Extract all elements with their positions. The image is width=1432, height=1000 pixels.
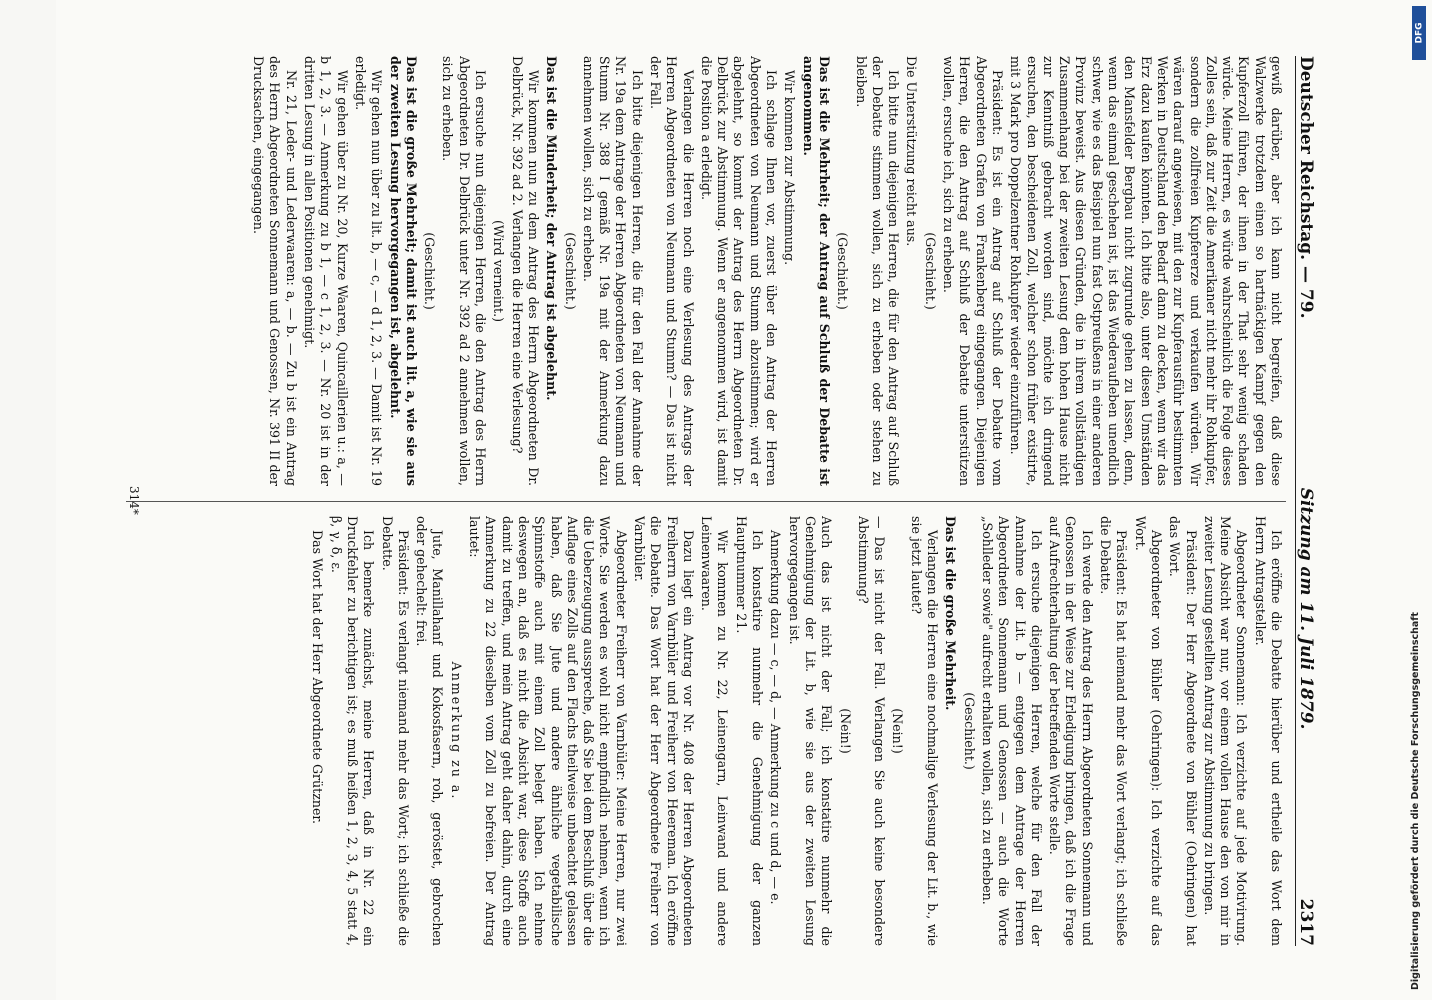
paragraph: Wir kommen zu Nr. 22, Leinengarn, Leinwand und andere Leinenwaaren.: [699, 516, 731, 946]
paragraph: Ich werde den Antrag des Herrn Abgeordneten Sonnemann und Genossen in der Weise zur Erledigung bringen, daß ich die Frage auf Aufrechterhaltung der betreffenden Worte stelle.: [1047, 516, 1095, 946]
paragraph: Das ist die Minderheit; der Antrag ist abgelehnt.: [544, 56, 560, 401]
page-number: 2317: [1296, 898, 1316, 946]
header-center: Sitzung am 11. Juli 1879.: [1296, 487, 1316, 730]
paragraph: Abgeordneter von Bühler (Oehringen): Ich verzichte auf das Wort.: [1132, 516, 1164, 946]
paragraph: Ich bemerke zunächst, meine Herren, daß in Nr. 22 ein Druckfehler zu berichtigen ist; es muß heißen 1, 2, 3, 4, 5 statt 4, β, γ, δ, ε.: [328, 516, 377, 946]
paragraph: Ich ersuche nun diejenigen Herren, die den Antrag des Herrn Abgeordneten Dr. Delbrück unter Nr. 392 ad 2 annehmen wollen, sich zu erheben.: [440, 56, 489, 486]
paragraph: Wir gehen nun über zu lit. b, — c, — d 1, 2, 3. — Damit ist Nr. 19 erledigt.: [352, 56, 385, 486]
paragraph: Wir kommen zur Abstimmung.: [782, 70, 798, 266]
paragraph: Präsident: Es hat niemand mehr das Wort verlangt; ich schließe die Debatte.: [1098, 516, 1130, 946]
paragraph: Präsident: Es verlangt niemand mehr das Wort; ich schließe die Debatte.: [379, 516, 411, 946]
paragraph: Nr. 21, Leder- und Lederwaaren: a, — b. — Zu b ist ein Antrag des Herrn Abgeordneten Sonnemann und Genossen, Nr. 391 II der Drucksachen, eingegangen.: [251, 56, 299, 486]
left-column: [119, 56, 1284, 486]
funding-credit: Digitalisierung gefördert durch die Deutsche Forschungsgemeinschaft: [1410, 612, 1421, 990]
paragraph: — Das ist nicht der Fall. Verlangen Sie auch keine besondere Abstimmung?: [855, 516, 888, 946]
page-header: [1295, 56, 1326, 946]
paragraph: Das Wort hat der Herr Abgeordnete Grützner.: [310, 530, 326, 825]
paragraph: Verlangen die Herren noch eine Verlesung des Antrags der Herren Abgeordneten von Neumann und Stumm? — Das ist nicht der Fall.: [648, 56, 696, 486]
paragraph: (Geschieht.): [961, 692, 977, 770]
paragraph: (Nein!): [837, 708, 853, 754]
paragraph: Ich bitte nun diejenigen Herren, die für den Antrag auf Schluß der Debatte stimmen wollen, sich zu erheben oder stehen zu bleiben.: [853, 56, 902, 486]
paragraph: Abgeordneter Sonnemann: Ich verzichte auf jede Motivirung. Meine Absicht war nur, vor einem vollen Hause den von mir in zweiter Lesung gestellten Antrag zur Abstimmung zu bringen.: [1201, 516, 1250, 946]
paragraph: (Nein!): [890, 708, 906, 754]
paragraph: Ich ersuche diejenigen Herren, welche für den Fall der Annahme der Lit. b — entgegen dem Antrage der Herren Abgeordneten Sonnemann und Genossen — auch die Worte „Sohlleder sowie" aufrecht erhalten wollen, sich zu erheben.: [979, 516, 1044, 946]
paragraph: Abgeordneter Freiherr von Varnbüler: Meine Herren, nur zwei Worte. Sie werden es wohl nicht empfindlich nehmen, wenn ich die Ueberzeugung ausspreche, daß Sie bei dem Beschluß über die Auflage eines Zolls auf den Flachs theilweise unbeachtet gelassen haben, daß Sie Jute und andere ähnliche vegetabilische Spinnstoffe auch mit einem Zoll belegt haben. Ich nehme deswegen an, daß es nicht die Absicht war, diese Stoffe auch damit zu treffen, und mein Antrag geht daher dahin, durch eine Anmerkung zu 22 dieselben vom Zoll zu befreien. Der Antrag lautet:: [467, 516, 629, 946]
paragraph: Dazu liegt ein Antrag vor Nr. 408 der Herren Abgeordneten Freiherrn von Varnbüler und Freiherr von Heereman. Ich eröffne die Debatte. Das Wort hat der Herr Abgeordnete Freiherr von Varnbüler.: [632, 516, 696, 946]
funding-sidebar: [1384, 0, 1432, 1000]
page-body: [116, 56, 1326, 946]
paragraph: Anmerkung zu a.: [448, 661, 464, 801]
paragraph: Ich bitte diejenigen Herren, die für den Fall der Annahme der Nr. 19a dem Antrage der Herren Abgeordneten von Neumann und Stumm Nr. 388 I gemäß Nr. 19a mit der Anmerkung dazu annehmen wollen, sich zu erheben.: [580, 56, 645, 486]
paragraph: Die Unterstützung reicht aus.: [904, 56, 920, 247]
rotated-page: [56, 0, 1386, 1000]
paragraph: (Geschieht.): [922, 232, 938, 310]
dfg-logo-text: DFG: [1414, 22, 1425, 44]
paragraph: Wir gehen über zu Nr. 20, Kurze Waaren, Quincaillerien u.: a, — b 1, 2, 3. — Anmerkung zu b 1, — c 1, 2, 3. — Nr. 20 ist in der dritten Lesung in allen Positionen genehmigt.: [302, 56, 350, 486]
paragraph: (Wird verneint.): [491, 219, 507, 323]
header-left: Deutscher Reichstag. — 79.: [1296, 56, 1316, 319]
right-column: [119, 516, 1284, 946]
paragraph: Jute, Manillahanf und Kokosfasern, roh, geröstet, gebrochen oder gehechelt: frei.: [414, 516, 446, 946]
dfg-logo-icon: [1412, 6, 1426, 60]
paragraph: gewiß darüber, aber ich kann nicht begreifen, daß diese Walzwerke trotzdem einen so hartnäckigen Kampf gegen den Kupferzoll führen, der ihnen in der That sehr wenig schaden würde. Meine Herren, es würde wahrscheinlich die Folge dieses Zolles sein, daß zur Zeit die Amerikaner nicht mehr ihr Rohkupfer, sondern die zollfreien Kupfererze und verkaufen würden. Wir wären darauf angewiesen, mit den zur Kupferausführ bestimmten Werken in Deutschland den Bedarf dann zu decken, wenn wir das Erz dazu kaufen könnten. Ich bitte also, unter diesen Umständen den Mansfelder Bergbau nicht zugrunde gehen zu lassen, denn, wenn das einmal geschehen ist, ist das Wiederaufleben unendlich schwer, wie es das Beispiel nun fast Ostpreußens in einer anderen Provinz beweist. Aus diesen Gründen, die in ihrem vollständigen Zusammenhang bei der zweiten Lesung dem hohen Hause nicht zur Kenntniß gebracht worden sind, möchte ich dringend ersuchen, den bescheidenen Zoll, welcher schon früher existirte, mit 3 Mark pro Doppelzentner Rohkupfer wieder einzuführen.: [1008, 56, 1284, 486]
paragraph: Verlangen die Herren eine nochmalige Verlesung der Lit. b., wie sie jetzt lautet?: [908, 516, 941, 946]
paragraph: (Geschieht.): [562, 232, 578, 310]
paragraph: Ich schlage Ihnen vor, zuerst über den Antrag der Herren Abgeordneten von Neumann und Stumm abzustimmen; wird er abgelehnt, so kommt der Antrag des Herrn Abgeordneten Dr. Delbrück zur Abstimmung. Wenn er angenommen wird, ist damit die Position a erledigt.: [698, 56, 780, 486]
paragraph: Das ist die große Mehrheit; damit ist auch lit. a, wie sie aus der zweiten Lesung hervorgegangen ist, abgelehnt.: [387, 56, 419, 486]
paragraph: Auch das ist nicht der Fall; ich konstatire nunmehr die Genehmigung der Lit. b, wie sie aus der zweiten Lesung hervorgegangen ist.: [786, 516, 835, 946]
paragraph: Präsident: Der Herr Abgeordnete von Bühler (Oehringen) hat das Wort.: [1167, 516, 1199, 946]
paragraph: (Geschieht.): [422, 232, 438, 310]
paragraph: Präsident: Es ist ein Antrag auf Schluß der Debatte vom Abgeordneten Grafen von Frankenberg eingegangen. Diejenigen Herren, die den Antrag auf Schluß der Debatte unterstützen wollen, ersuche ich, sich zu erheben.: [941, 56, 1005, 486]
paragraph: Ich konstatire nunmehr die Genehmigung der ganzen Hauptnummer 21.: [733, 516, 766, 946]
paragraph: Das ist die Mehrheit; der Antrag auf Schluß der Debatte ist angenommen.: [800, 56, 832, 486]
paragraph: Ich eröffne die Debatte hierüber und ertheile das Wort dem Herrn Antragsteller.: [1252, 516, 1284, 946]
paragraph: Das ist die große Mehrheit.: [943, 516, 959, 711]
paragraph: Wir kommen nun zu dem Antrag des Herrn Abgeordneten Dr. Delbrück, Nr. 392 ad 2. Verlangen die Herren eine Verlesung?: [509, 56, 541, 486]
column-divider: [126, 501, 1286, 502]
paragraph: Anmerkung dazu — c, — d, — Anmerkung zu c und d, — e.: [768, 530, 784, 905]
paragraph: (Geschieht.): [835, 232, 851, 310]
signature-mark: 314*: [127, 486, 141, 515]
